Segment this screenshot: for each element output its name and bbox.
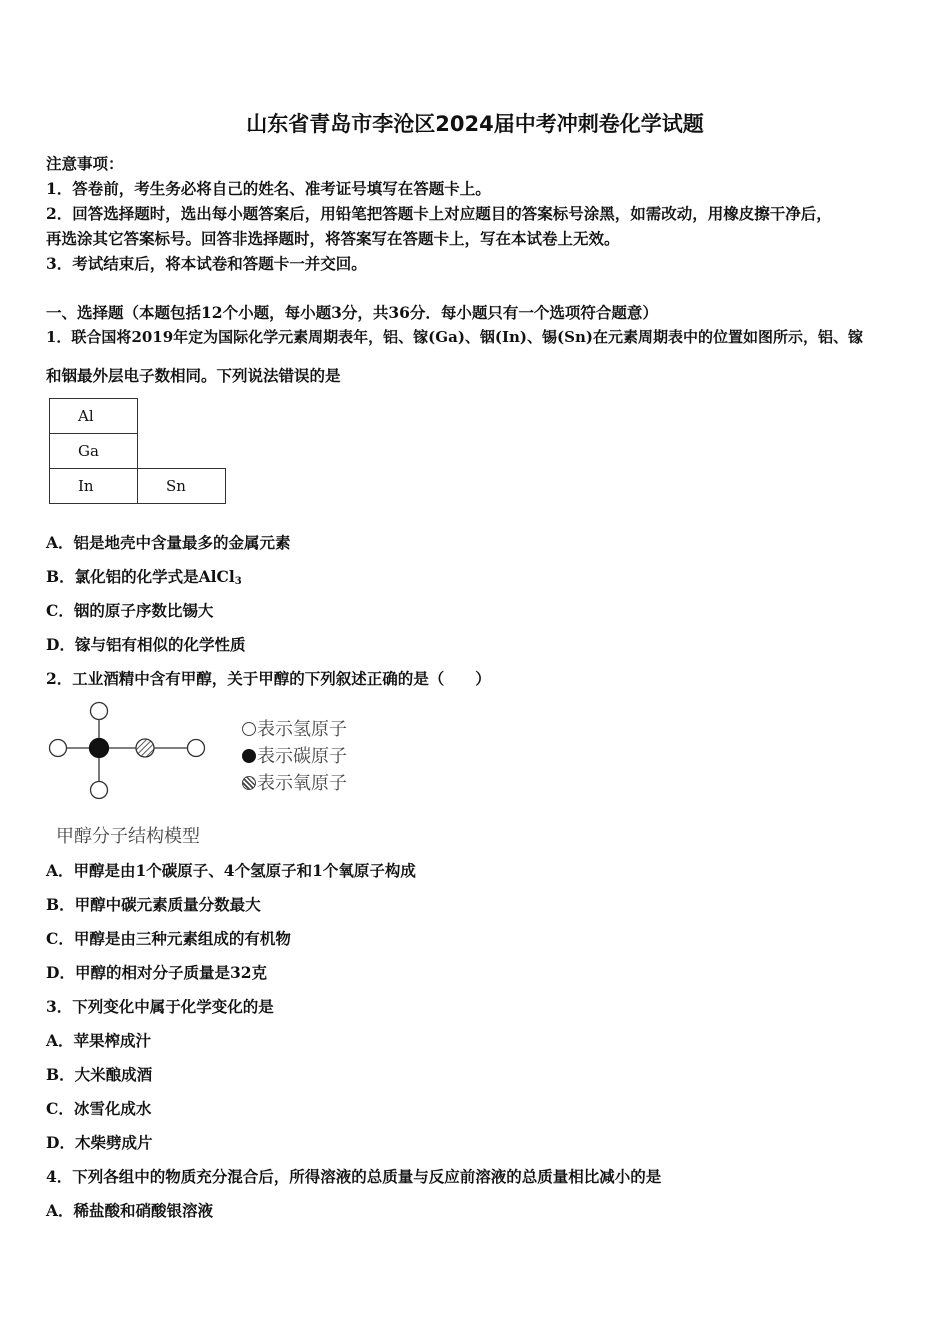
q1-option-b — [46, 565, 242, 587]
oxygen-symbol-icon — [242, 776, 256, 790]
notice-item-1: 1．答卷前，考生务必将自己的姓名、准考证号填写在答题卡上。 — [46, 179, 491, 198]
carbon-atom — [90, 739, 109, 758]
q3-option-a: A．苹果榨成汁 — [46, 1031, 152, 1050]
q1-option-c: C．铟的原子序数比锡大 — [46, 601, 214, 620]
cell-al: Al — [50, 399, 138, 434]
q2-option-b: B．甲醇中碳元素质量分数最大 — [46, 895, 261, 914]
hydrogen-atom — [91, 782, 108, 799]
page-title: 山东省青岛市李沧区2024届中考冲刺卷化学试题 — [246, 112, 704, 136]
cell-sn: Sn — [138, 469, 226, 504]
legend-carbon-label: 表示碳原子 — [257, 746, 347, 767]
hydrogen-atom — [50, 740, 67, 757]
subscript: 3 — [234, 576, 242, 587]
hydrogen-atom — [91, 703, 108, 720]
notice-item-2: 2．回答选择题时，选出每小题答案后，用铅笔把答题卡上对应题目的答案标号涂黑，如需改动，用橡皮擦干净后， — [46, 204, 832, 223]
q3-option-d: D．木柴劈成片 — [46, 1133, 153, 1152]
cell-empty — [138, 399, 226, 434]
notice-item-3: 3．考试结束后，将本试卷和答题卡一并交回。 — [46, 254, 367, 273]
q2-stem: 2．工业酒精中含有甲醇，关于甲醇的下列叙述正确的是（ ） — [46, 669, 491, 688]
periodic-table-excerpt — [49, 398, 226, 504]
q1-option-a: A．铝是地壳中含量最多的金属元素 — [46, 533, 291, 552]
carbon-symbol-icon — [242, 749, 256, 763]
q3-option-c: C．冰雪化成水 — [46, 1099, 152, 1118]
legend-oxygen-label: 表示氧原子 — [257, 773, 347, 794]
q1-stem-line2: 和铟最外层电子数相同。下列说法错误的是 — [46, 366, 341, 385]
legend-oxygen — [242, 769, 347, 795]
notice-heading: 注意事项： — [46, 154, 124, 173]
legend-carbon — [242, 742, 347, 768]
q4-option-a: A．稀盐酸和硝酸银溶液 — [46, 1201, 214, 1220]
q3-option-b: B．大米酿成酒 — [46, 1065, 153, 1084]
q1-option-d: D．镓与铝有相似的化学性质 — [46, 635, 246, 654]
methanol-model — [44, 700, 214, 805]
q2-option-d: D．甲醇的相对分子质量是32克 — [46, 963, 268, 982]
q4-stem: 4．下列各组中的物质充分混合后，所得溶液的总质量与反应前溶液的总质量相比减小的是 — [46, 1167, 662, 1186]
q1-option-b-text: B．氯化铝的化学式是AlCl — [46, 567, 235, 586]
hydrogen-symbol-icon — [242, 722, 256, 736]
model-caption: 甲醇分子结构模型 — [56, 826, 200, 847]
cell-ga: Ga — [50, 434, 138, 469]
section-heading: 一、选择题（本题包括12个小题，每小题3分，共36分．每小题只有一个选项符合题意） — [46, 303, 658, 322]
q2-option-a: A．甲醇是由1个碳原子、4个氢原子和1个氧原子构成 — [46, 861, 416, 880]
notice-item-2-cont: 再选涂其它答案标号。回答非选择题时，将答案写在答题卡上，写在本试卷上无效。 — [46, 229, 620, 248]
cell-empty — [138, 434, 226, 469]
oxygen-atom — [136, 739, 154, 757]
legend-hydrogen-label: 表示氢原子 — [257, 719, 347, 740]
q2-option-c: C．甲醇是由三种元素组成的有机物 — [46, 929, 291, 948]
hydrogen-atom — [188, 740, 205, 757]
q1-stem-line1: 1．联合国将2019年定为国际化学元素周期表年，铝、镓(Ga)、铟(In)、锡(Sn)在元素周期表中的位置如图所示，铝、镓 — [46, 328, 863, 346]
cell-in: In — [50, 469, 138, 504]
legend-hydrogen — [242, 715, 347, 741]
q3-stem: 3．下列变化中属于化学变化的是 — [46, 997, 274, 1016]
